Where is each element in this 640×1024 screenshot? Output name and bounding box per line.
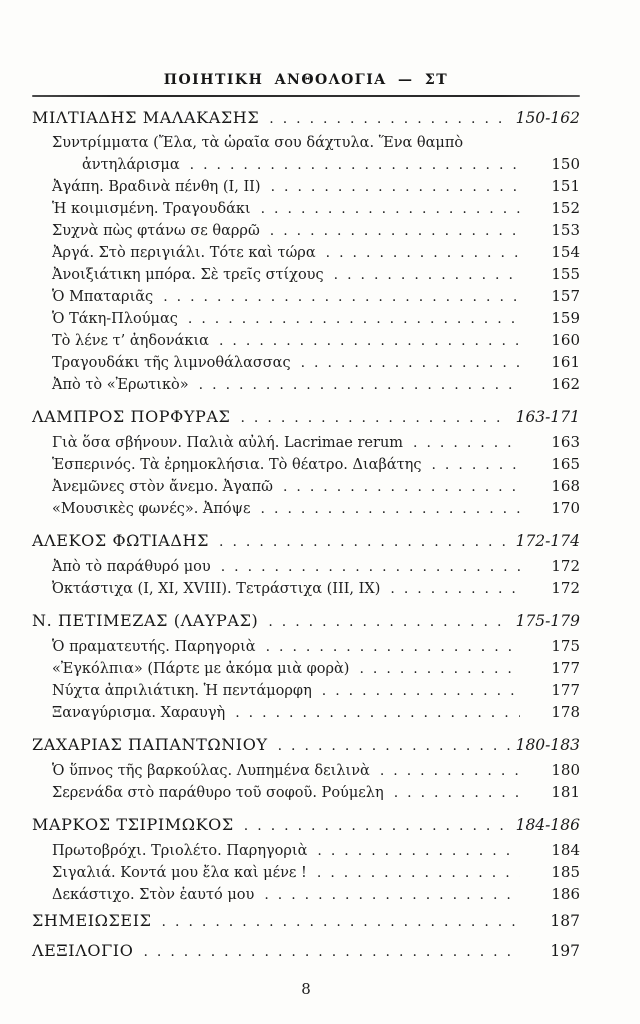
toc-entry-row — [32, 476, 580, 498]
dot-leader — [271, 177, 520, 198]
entry-page-number: 185 — [551, 863, 580, 881]
entry-page-number: 177 — [551, 681, 580, 699]
entry-label: Πρωτοβρόχι. Τριολέτο. Παρηγοριὰ — [52, 843, 308, 859]
dot-leader — [244, 811, 510, 840]
entry-label: «Μουσικὲς φωνές». Ἀπόψε — [52, 501, 251, 517]
dot-leader — [266, 637, 520, 658]
toc-entry-row — [32, 220, 580, 242]
dot-leader — [317, 841, 520, 862]
toc-entry-row — [32, 264, 580, 286]
dot-leader — [269, 104, 509, 133]
dot-leader — [283, 477, 520, 498]
section-page-range: 197 — [550, 942, 580, 960]
entry-page-number: 159 — [551, 309, 580, 327]
entry-label: Ἑσπερινός. Τὰ ἐρημοκλήσια. Τὸ θέατρο. Διαβάτης — [52, 457, 422, 473]
dot-leader — [380, 761, 520, 782]
dot-leader — [219, 331, 520, 352]
toc-section-row — [32, 907, 580, 936]
section-title: ΑΛΕΚΟΣ ΦΩΤΙΑΔΗΣ — [32, 531, 210, 550]
section-page-range: 163-171 — [515, 408, 580, 426]
toc-entry-row — [32, 862, 580, 884]
entry-page-number: 184 — [551, 841, 580, 859]
entry-page-number: 160 — [551, 331, 580, 349]
entry-label: Ἀπὸ τὸ «Ἐρωτικὸ» — [52, 377, 189, 393]
entry-label: Συχνὰ πὼς φτάνω σε θαρρῶ — [52, 223, 260, 239]
toc-entry-row — [32, 782, 580, 804]
toc-entry-row — [32, 154, 580, 176]
entry-label: Ἡ κοιμισμένη. Τραγουδάκι — [52, 201, 251, 217]
entry-page-number: 172 — [551, 579, 580, 597]
dot-leader — [190, 155, 520, 176]
section-title: Ν. ΠΕΤΙΜΕΖΑΣ (ΛΑΥΡΑΣ) — [32, 611, 259, 630]
toc-entry-row — [32, 658, 580, 680]
toc-entry-row — [32, 702, 580, 724]
table-of-contents — [32, 104, 580, 966]
entry-page-number: 170 — [551, 499, 580, 517]
entry-label: Σερενάδα στὸ παράθυρο τοῦ σοφοῦ. Ρούμελη — [52, 785, 384, 801]
toc-entry-row — [32, 133, 580, 154]
section-title: ΣΗΜΕΙΩΣΕΙΣ — [32, 911, 152, 930]
entry-label: Νύχτα ἀπριλιάτικη. Ἡ πεντάμορφη — [52, 683, 312, 699]
entry-label: Ἀγάπη. Βραδινὰ πένθη (Ι, ΙΙ) — [52, 179, 261, 195]
entry-label: Συντρίμματα (Ἔλα, τὰ ὡραῖα σου δάχτυλα. Ἕνα θαμπὸ — [52, 135, 464, 151]
entry-page-number: 186 — [551, 885, 580, 903]
entry-label: Ἀνεμῶνες στὸν ἄνεμο. Ἀγαπῶ — [52, 479, 273, 495]
entry-page-number: 172 — [551, 557, 580, 575]
entry-label: «Ἐγκόλπια» (Πάρτε με ἀκόμα μιὰ φορὰ) — [52, 661, 350, 677]
toc-section-row — [32, 527, 580, 556]
entry-page-number: 180 — [551, 761, 580, 779]
toc-entry-row — [32, 432, 580, 454]
dot-leader — [219, 527, 510, 556]
toc-entry-row — [32, 556, 580, 578]
entry-label: Ὀκτάστιχα (Ι, ΧΙ, XVIII). Τετράστιχα (ΙΙΙ, ΙΧ) — [52, 581, 381, 597]
section-title: ΜΑΡΚΟΣ ΤΣΙΡΙΜΩΚΟΣ — [32, 815, 234, 834]
toc-entry-row — [32, 578, 580, 600]
entry-page-number: 163 — [551, 433, 580, 451]
running-header: ΠΟΙΗΤΙΚΗ ΑΝΘΟΛΟΓΙΑ — ΣΤ — [163, 72, 449, 88]
entry-label: Ἀνοιξιάτικη μπόρα. Σὲ τρεῖς στίχους — [52, 267, 324, 283]
entry-page-number: 165 — [551, 455, 580, 473]
section-page-range: 187 — [550, 912, 580, 930]
section-title: ΖΑΧΑΡΙΑΣ ΠΑΠΑΝΤΩΝΙΟΥ — [32, 735, 268, 754]
section-title: ΛΕΞΙΛΟΓΙΟ — [32, 941, 134, 960]
toc-entry-row — [32, 840, 580, 862]
entry-page-number: 152 — [551, 199, 580, 217]
dot-leader — [261, 199, 520, 220]
dot-leader — [261, 499, 520, 520]
dot-leader — [431, 455, 520, 476]
page-number: 8 — [301, 980, 311, 998]
entry-page-number: 162 — [551, 375, 580, 393]
section-page-range: 180-183 — [515, 736, 580, 754]
toc-section-row — [32, 104, 580, 133]
toc-entry-row — [32, 680, 580, 702]
dot-leader — [188, 309, 520, 330]
header-rule — [32, 95, 580, 97]
entry-page-number: 157 — [551, 287, 580, 305]
entry-page-number: 150 — [551, 155, 580, 173]
toc-entry-row — [32, 308, 580, 330]
entry-page-number: 177 — [551, 659, 580, 677]
dot-leader — [359, 659, 520, 680]
toc-entry-row — [32, 884, 580, 906]
dot-leader — [163, 287, 520, 308]
dot-leader — [143, 937, 520, 966]
dot-leader — [270, 221, 520, 242]
toc-entry-row — [32, 636, 580, 658]
toc-entry-row — [32, 498, 580, 520]
toc-section-row — [32, 607, 580, 636]
dot-leader — [268, 607, 509, 636]
dot-leader — [394, 783, 520, 804]
toc-section-row — [32, 937, 580, 966]
entry-page-number: 154 — [551, 243, 580, 261]
section-page-range: 150-162 — [515, 109, 580, 127]
dot-leader — [334, 265, 520, 286]
section-page-range: 175-179 — [515, 612, 580, 630]
dot-leader — [278, 731, 510, 760]
dot-leader — [221, 557, 520, 578]
entry-label: Ὁ Τάκη-Πλούμας — [52, 311, 178, 327]
entry-page-number: 153 — [551, 221, 580, 239]
entry-page-number: 155 — [551, 265, 580, 283]
dot-leader — [199, 375, 520, 396]
toc-entry-row — [32, 286, 580, 308]
entry-label: Τὸ λένε τ’ ἀηδονάκια — [52, 333, 209, 349]
entry-label: Γιὰ ὅσα σβήνουν. Παλιὰ αὐλή. Lacrimae rerum — [52, 435, 404, 451]
entry-page-number: 181 — [551, 783, 580, 801]
dot-leader — [326, 243, 520, 264]
dot-leader — [413, 433, 520, 454]
entry-label: Ἀργά. Στὸ περιγιάλι. Τότε καὶ τώρα — [52, 245, 316, 261]
toc-entry-row — [32, 242, 580, 264]
dot-leader — [301, 353, 520, 374]
dot-leader — [264, 885, 520, 906]
toc-entry-row — [32, 454, 580, 476]
toc-entry-row — [32, 330, 580, 352]
entry-page-number: 151 — [551, 177, 580, 195]
entry-page-number: 178 — [551, 703, 580, 721]
entry-label: Ξαναγύρισμα. Χαραυγὴ — [52, 705, 226, 721]
entry-label: Ὁ ὕπνος τῆς βαρκούλας. Λυπημένα δειλινὰ — [52, 763, 370, 779]
dot-leader — [390, 579, 520, 600]
toc-section-row — [32, 403, 580, 432]
entry-label: Ὁ Μπαταριᾶς — [52, 289, 154, 305]
entry-page-number: 175 — [551, 637, 580, 655]
dot-leader — [240, 403, 509, 432]
entry-page-number: 161 — [551, 353, 580, 371]
toc-entry-row — [32, 198, 580, 220]
dot-leader — [235, 703, 520, 724]
toc-entry-row — [32, 176, 580, 198]
entry-label: Δεκάστιχο. Στὸν ἑαυτό μου — [52, 887, 255, 903]
entry-label: Τραγουδάκι τῆς λιμνοθάλασσας — [52, 355, 291, 371]
toc-section-row — [32, 811, 580, 840]
section-title: ΜΙΛΤΙΑΔΗΣ ΜΑΛΑΚΑΣΗΣ — [32, 108, 260, 127]
section-title: ΛΑΜΠΡΟΣ ΠΟΡΦΥΡΑΣ — [32, 407, 231, 426]
toc-entry-row — [32, 352, 580, 374]
dot-leader — [162, 907, 520, 936]
dot-leader — [317, 863, 520, 884]
entry-label: Σιγαλιά. Κοντά μου ἔλα καὶ μένε ! — [52, 865, 307, 881]
entry-page-number: 168 — [551, 477, 580, 495]
dot-leader — [322, 681, 520, 702]
entry-label: Ὁ πραματευτής. Παρηγοριὰ — [52, 639, 256, 655]
section-page-range: 184-186 — [515, 816, 580, 834]
entry-label: Ἀπὸ τὸ παράθυρό μου — [52, 559, 211, 575]
entry-label: ἀντηλάρισμα — [82, 157, 180, 173]
toc-entry-row — [32, 760, 580, 782]
toc-entry-row — [32, 374, 580, 396]
section-page-range: 172-174 — [515, 532, 580, 550]
toc-section-row — [32, 731, 580, 760]
